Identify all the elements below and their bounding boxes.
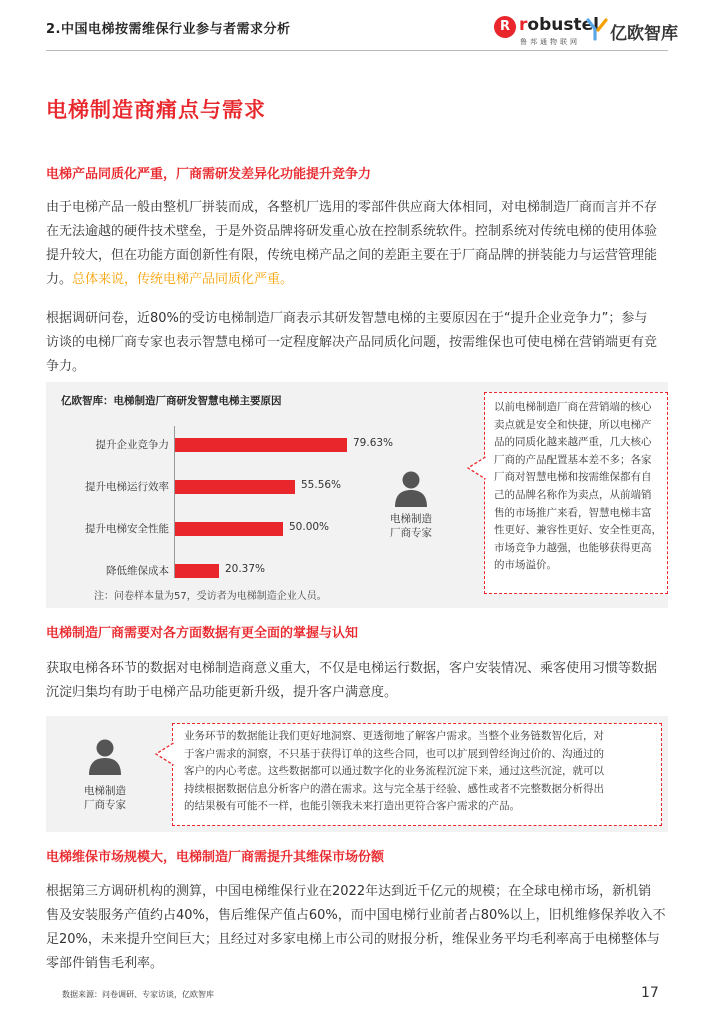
- quote-line: 性更好、兼容性更好、安全性更高，: [494, 524, 662, 537]
- expert-label-line: 厂商专家: [84, 799, 126, 811]
- expert-label-line: 电梯制造: [390, 513, 432, 525]
- quote-line: 于客户需求的洞察，不只基于获得订单的这些合同，也可以扩展到曾经询过价的、沟通过的: [184, 747, 604, 760]
- chart-panel: [46, 382, 668, 608]
- chart-value-label: 55.56%: [301, 479, 342, 491]
- chart-category-label: 降低维保成本: [106, 565, 169, 577]
- quote-line: 己的品牌名称作为卖点，从前端销: [494, 488, 652, 501]
- quote-line: 品的同质化越来越严重，几大核心: [494, 436, 652, 449]
- quote-line: 市场竞争力越强，也能够获得更高: [494, 541, 652, 554]
- chart-note: 注：问卷样本量为57，受访者为电梯制造企业人员。: [94, 591, 327, 602]
- section2-subtitle: 电梯制造厂商需要对各方面数据有更全面的掌握与认知: [46, 626, 359, 641]
- paragraph-line: 在无法逾越的硬件技术壁垒，于是外资品牌将研发重心放在控制系统软件。控制系统对传统电梯的使用体验: [46, 224, 658, 239]
- expert-quote-text: [184, 728, 656, 816]
- paragraph-line: 售及安装服务产值约占40%，售后维保产值占60%，而中国电梯行业前者占80%以上，旧机维修保养收入不: [46, 908, 666, 923]
- paragraph-line: 足20%，未来提升空间巨大；且经过对多家电梯上市公司的财报分析，维保业务平均毛利率高于电梯整体与: [46, 932, 660, 947]
- paragraph-line: 由于电梯产品一般由整机厂拼装而成，各整机厂选用的零部件供应商大体相同，对电梯制造厂商而言并不存: [46, 200, 658, 215]
- quote-line: 客户的内心考虑。这些数据都可以通过数字化的业务流程沉淀下来，通过这些沉淀，就可以: [184, 765, 604, 778]
- paragraph-line: 访谈的电梯厂商专家也表示智慧电梯可一定程度解决产品同质化问题，按需维保也可使电梯在营销端更有竞: [46, 335, 658, 350]
- page-title: 电梯制造商痛点与需求: [46, 98, 266, 122]
- chart-value-label: 20.37%: [224, 563, 266, 575]
- section3-paragraph: [46, 880, 668, 976]
- page-number: 17: [641, 985, 659, 1001]
- paragraph-line: 获取电梯各环节的数据对电梯制造商意义重大，不仅是电梯运行数据，客户安装情况、乘客使用习惯等数据: [46, 661, 658, 676]
- chart-bar: [175, 438, 347, 452]
- highlight-text: 总体来说，传统电梯产品同质化严重。: [72, 272, 294, 287]
- expert-quote-panel-2: [46, 716, 668, 832]
- expert-person-icon: [392, 470, 430, 508]
- section1-paragraph1: [46, 196, 668, 292]
- paragraph-line: 零部件销售毛利率。: [46, 956, 164, 971]
- chart-category-label: 提升电梯运行效率: [85, 481, 169, 493]
- section3-subtitle: 电梯维保市场规模大，电梯制造厂商需提升其维保市场份额: [46, 850, 385, 865]
- quote-line: 的结果极有可能不一样，也能引领我未来打造出更符合客户需求的产品。: [184, 800, 520, 813]
- paragraph-text: 力。: [46, 272, 73, 287]
- quote-line: 以前电梯制造厂商在营销端的核心: [494, 401, 652, 413]
- quote-pointer-icon: [467, 456, 487, 480]
- paragraph-line: 根据第三方调研机构的测算，中国电梯维保行业在2022年达到近千亿元的规模；在全球电梯市场，新机销: [46, 884, 652, 899]
- paragraph-line: 争力。: [46, 359, 86, 374]
- robustel-logo-mark-icon: R: [494, 16, 516, 38]
- chart-value-label: 79.63%: [353, 437, 394, 449]
- quote-pointer-icon: [155, 742, 175, 766]
- quote-line: 业务环节的数据能让我们更好地洞察、更透彻地了解客户需求。当整个业务链数智化后，对: [184, 730, 604, 742]
- quote-line: 厂商对智慧电梯和按需维保都有自: [494, 471, 652, 484]
- chart-title: 亿欧智库：电梯制造厂商研发智慧电梯主要原因: [61, 395, 282, 407]
- paragraph-line: 根据调研问卷，近80%的受访电梯制造厂商表示其研发智慧电梯的主要原因在于“提升企业竞争力”；参与: [46, 311, 648, 326]
- expert-label-line: 厂商专家: [390, 527, 432, 539]
- quote-line: 卖点就是安全和快捷，所以电梯产: [494, 418, 652, 431]
- quote-line: 持续根据数据信息分析客户的潜在需求。这与完全基于经验、感性或者不完整数据分析得出: [184, 782, 604, 795]
- data-source-note: 数据来源：问卷调研、专家访谈，亿欧智库: [62, 990, 214, 999]
- expert-label-line: 电梯制造: [84, 785, 126, 797]
- yiou-logo-word: 亿欧智库: [610, 24, 678, 44]
- quote-line: 售的市场推广来看，智慧电梯丰富: [494, 506, 652, 519]
- expert-label: [70, 784, 140, 812]
- chart-bar: [175, 564, 219, 578]
- chart-category-label: 提升电梯安全性能: [85, 523, 169, 535]
- robustel-logo-word-rest: obustel: [527, 15, 599, 35]
- chart-bar: [175, 480, 295, 494]
- expert-label: [376, 512, 446, 540]
- chart-bar: [175, 522, 283, 536]
- section1-paragraph2: [46, 307, 668, 379]
- yiou-logo-mark-icon: [586, 17, 608, 41]
- robustel-logo-word-r: r: [519, 15, 528, 35]
- chart-value-label: 50.00%: [289, 521, 330, 533]
- section-title: 2.中国电梯按需维保行业参与者需求分析: [46, 22, 291, 37]
- quote-line: 厂商的产品配置基本差不多；各家: [494, 453, 652, 466]
- section1-subtitle: 电梯产品同质化严重，厂商需研发差异化功能提升竞争力: [46, 167, 372, 182]
- paragraph-line: [46, 268, 668, 292]
- expert-person-icon: [86, 738, 124, 776]
- expert-quote-text: [494, 399, 664, 575]
- section2-paragraph: [46, 657, 668, 705]
- robustel-logo-subtext: 鲁邦通物联网: [520, 38, 580, 46]
- paragraph-line: 提升较大，但在功能方面创新性有限，传统电梯产品之间的差距主要在于厂商品牌的拼装能力与运营管理能: [46, 248, 658, 263]
- chart-category-label: 提升企业竞争力: [95, 439, 169, 451]
- paragraph-line: 沉淀归集均有助于电梯产品功能更新升级，提升客户满意度。: [46, 685, 398, 700]
- quote-line: 的市场溢价。: [494, 559, 557, 572]
- header-divider: [46, 50, 668, 51]
